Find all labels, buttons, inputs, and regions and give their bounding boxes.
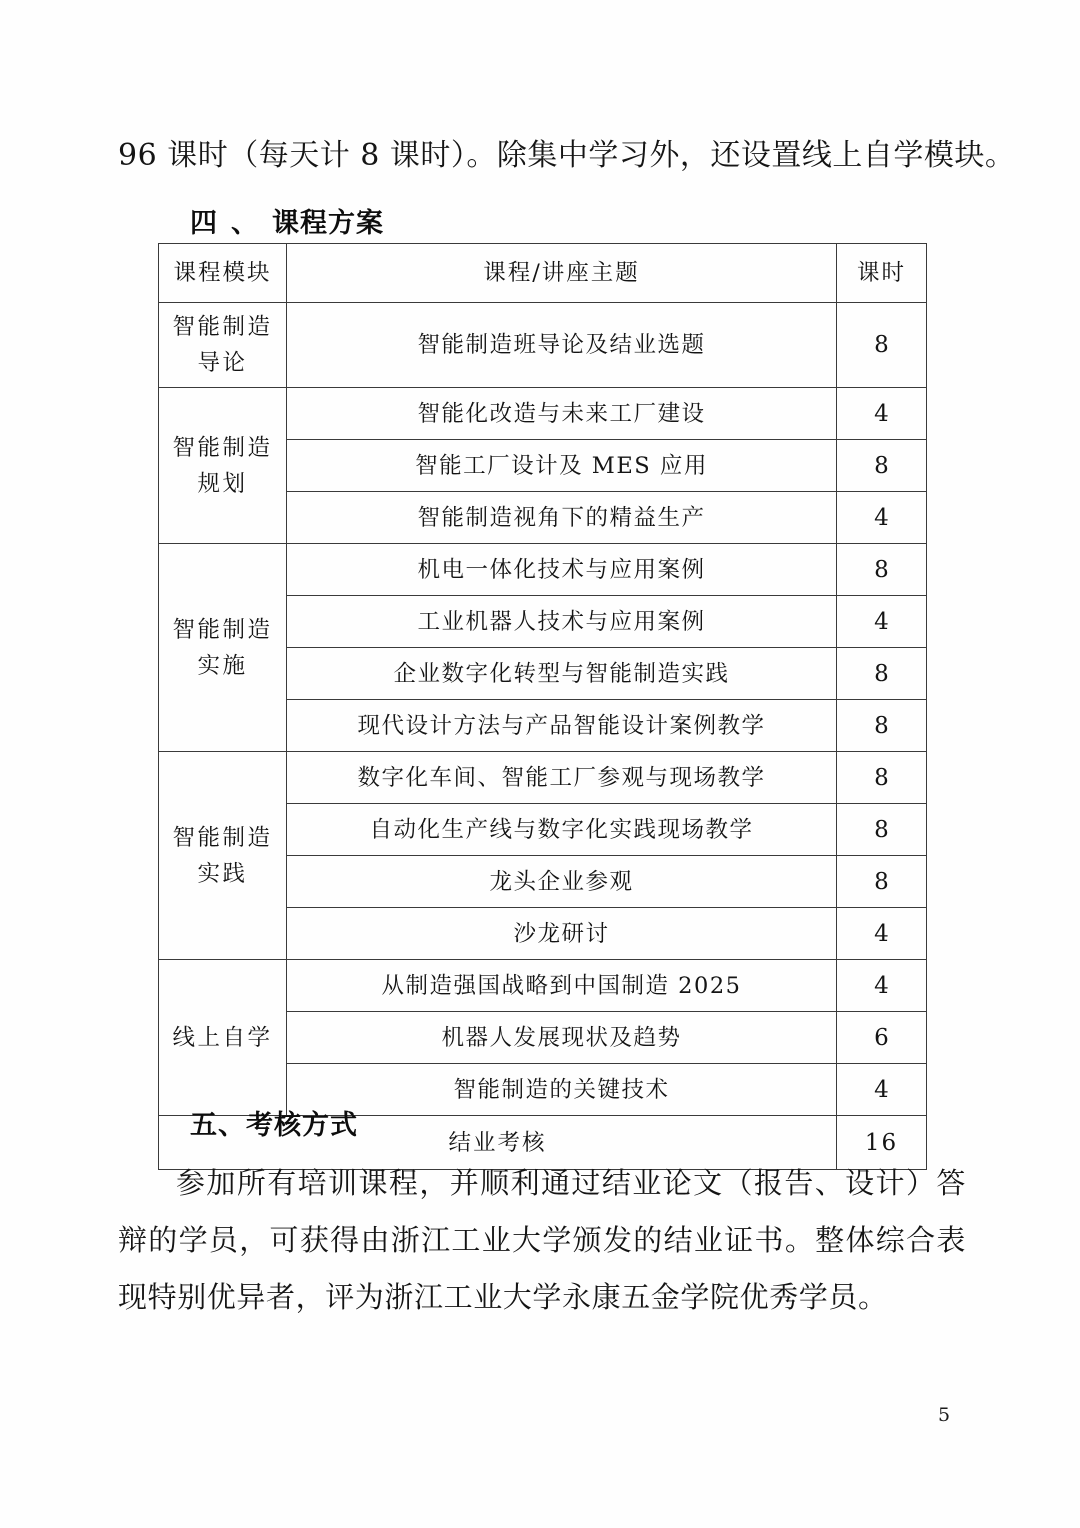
table-row xyxy=(159,544,927,596)
topic-cell: 自动化生产线与数字化实践现场教学 xyxy=(287,804,837,856)
topic-cell: 智能制造班导论及结业选题 xyxy=(287,303,837,388)
topic-cell: 龙头企业参观 xyxy=(287,856,837,908)
hours-cell: 8 xyxy=(837,440,927,492)
section-heading-five xyxy=(190,1103,358,1142)
topic-cell: 沙龙研讨 xyxy=(287,908,837,960)
module-cell-practice xyxy=(159,752,287,960)
hours-cell: 4 xyxy=(837,960,927,1012)
hours-cell: 8 xyxy=(837,752,927,804)
module-label-line2: 规划 xyxy=(197,470,248,497)
hours-cell: 4 xyxy=(837,1064,927,1116)
topic-cell: 智能制造视角下的精益生产 xyxy=(287,492,837,544)
module-label-line2: 实施 xyxy=(197,652,248,679)
intro-paragraph: 96 课时（每天计 8 课时）。除集中学习外，还设置线上自学模块。 xyxy=(118,138,1016,173)
module-label-line1: 线上自学 xyxy=(172,1024,273,1051)
hours-cell: 4 xyxy=(837,596,927,648)
module-cell-online xyxy=(159,960,287,1116)
topic-cell: 从制造强国战略到中国制造 2025 xyxy=(287,960,837,1012)
topic-cell: 机电一体化技术与应用案例 xyxy=(287,544,837,596)
hours-cell: 8 xyxy=(837,303,927,388)
hours-cell: 4 xyxy=(837,908,927,960)
final-assessment-hours: 16 xyxy=(837,1116,927,1170)
table-row xyxy=(159,303,927,388)
table-header-row xyxy=(159,244,927,303)
hours-cell: 4 xyxy=(837,388,927,440)
hours-cell: 8 xyxy=(837,544,927,596)
header-topic: 课程/讲座主题 xyxy=(287,244,837,303)
hours-cell: 4 xyxy=(837,492,927,544)
hours-cell: 6 xyxy=(837,1012,927,1064)
course-plan-table xyxy=(158,243,927,1170)
section-heading-four xyxy=(190,201,384,240)
module-label-line2: 导论 xyxy=(197,350,248,376)
topic-cell: 机器人发展现状及趋势 xyxy=(287,1012,837,1064)
table-row xyxy=(159,752,927,804)
module-label-line1: 智能制造 xyxy=(172,314,273,340)
topic-cell: 现代设计方法与产品智能设计案例教学 xyxy=(287,700,837,752)
section-five-number: 五、 xyxy=(190,1110,246,1141)
table-row xyxy=(159,960,927,1012)
hours-cell: 8 xyxy=(837,856,927,908)
topic-cell: 企业数字化转型与智能制造实践 xyxy=(287,648,837,700)
header-module: 课程模块 xyxy=(159,244,287,303)
module-cell-planning xyxy=(159,388,287,544)
module-label-line1: 智能制造 xyxy=(172,434,273,461)
topic-cell: 智能化改造与未来工厂建设 xyxy=(287,388,837,440)
section-five-title: 考核方式 xyxy=(246,1110,358,1141)
module-label-line1: 智能制造 xyxy=(172,824,273,851)
section-four-title: 课程方案 xyxy=(272,208,384,239)
topic-cell: 智能制造的关键技术 xyxy=(287,1064,837,1116)
module-label-line2: 实践 xyxy=(197,860,248,887)
hours-cell: 8 xyxy=(837,804,927,856)
hours-cell: 8 xyxy=(837,648,927,700)
topic-cell: 数字化车间、智能工厂参观与现场教学 xyxy=(287,752,837,804)
module-cell-implementation xyxy=(159,544,287,752)
hours-cell: 8 xyxy=(837,700,927,752)
topic-cell: 工业机器人技术与应用案例 xyxy=(287,596,837,648)
module-label-line1: 智能制造 xyxy=(172,616,273,643)
topic-cell: 智能工厂设计及 MES 应用 xyxy=(287,440,837,492)
header-hours: 课时 xyxy=(837,244,927,303)
assessment-paragraph: 参加所有培训课程，并顺利通过结业论文（报告、设计）答辩的学员，可获得由浙江工业大学颁发的结业证书。整体综合表现特别优异者，评为浙江工业大学永康五金学院优秀学员。 xyxy=(118,1166,966,1314)
final-assessment-label: 结业考核 xyxy=(159,1116,837,1170)
section-four-number: 四、 xyxy=(190,208,272,239)
module-cell-intro xyxy=(159,303,287,388)
table-row xyxy=(159,388,927,440)
page-number: 5 xyxy=(938,1404,951,1426)
